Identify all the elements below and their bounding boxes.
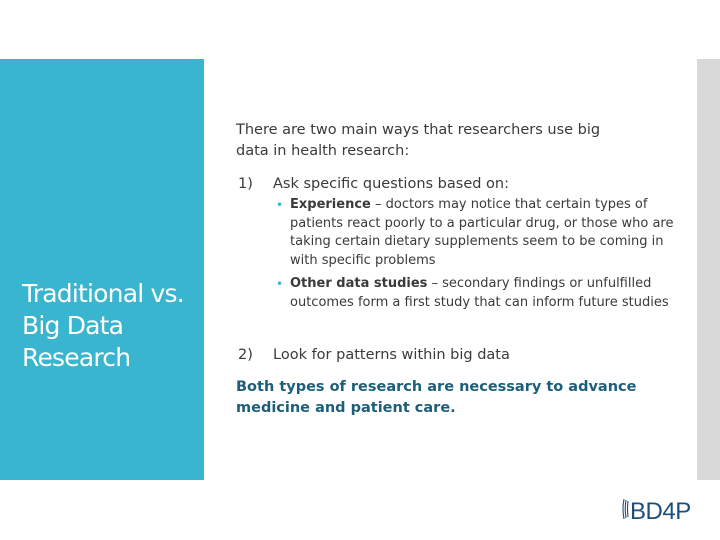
bullet-term: Experience — [290, 197, 371, 212]
scrollbar[interactable] — [697, 59, 720, 480]
bullet-text: – doctors may notice that certain types of patients react poorly to a particular drug, or those who are taking certain dietary supplements seem to be coming in with specific problems — [290, 197, 674, 268]
slide-title: Traditional vs. Big Data Research — [22, 279, 184, 372]
list-text: Look for patterns within big data — [273, 347, 510, 363]
bullet-experience — [276, 196, 675, 270]
conclusion-text: Both types of research are necessary to advance medicine and patient care. — [236, 379, 637, 416]
bullet-term: Other data studies — [290, 276, 428, 291]
list-text: Ask specific questions based on: — [273, 176, 510, 192]
intro-text: There are two main ways that researchers use big data in health research: — [236, 122, 601, 159]
list-number: 1) — [238, 176, 253, 192]
bullet-other-data-studies — [276, 275, 675, 312]
bullet-text: – secondary findings or unfulfilled outcomes form a first study that can inform future studies — [290, 276, 669, 310]
bd4p-logo — [621, 494, 693, 524]
logo-text: BD4P — [630, 498, 691, 524]
bullet-dot-icon: • — [276, 198, 284, 212]
title-panel — [0, 59, 204, 480]
bullet-dot-icon: • — [276, 277, 284, 291]
list-number: 2) — [238, 347, 253, 363]
